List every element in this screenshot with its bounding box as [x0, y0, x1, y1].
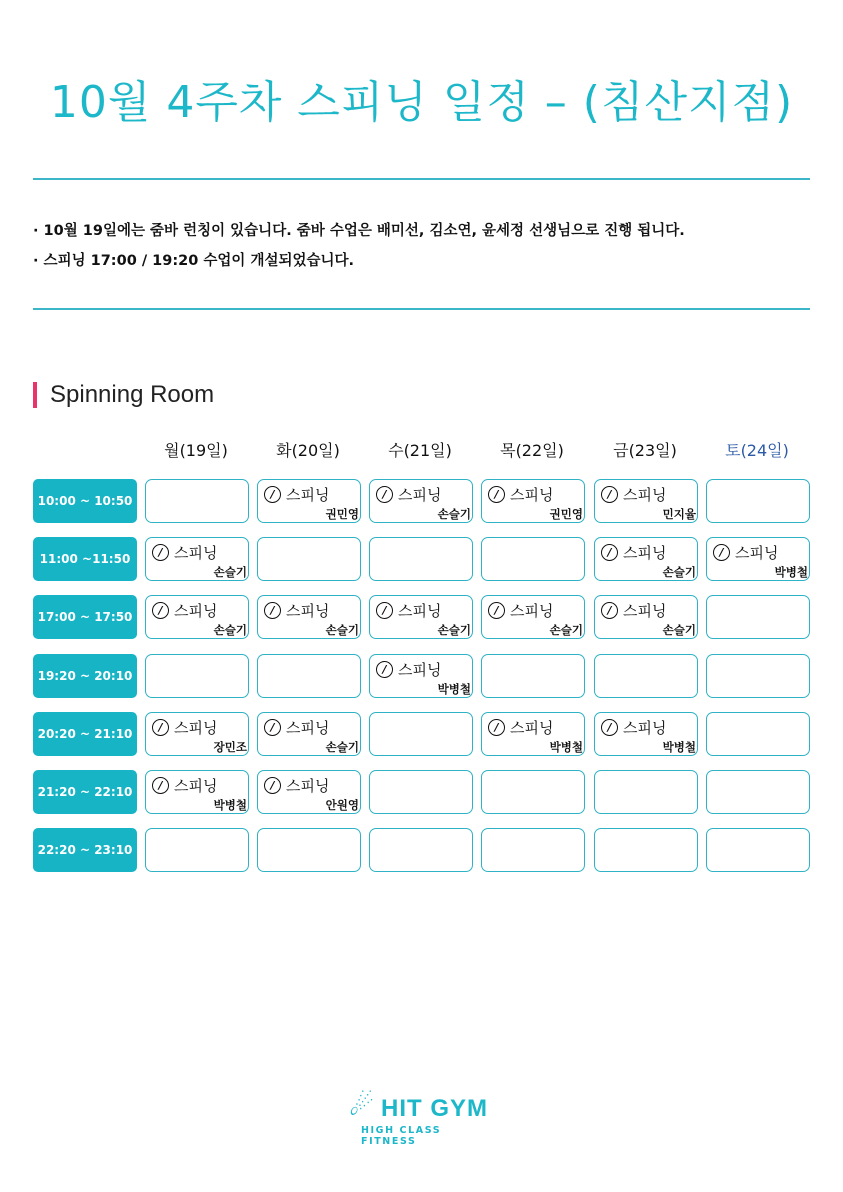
class-name: 스피닝 [398, 660, 442, 679]
instructor-name: 손슬기 [662, 565, 696, 579]
instructor-name: 박병철 [662, 740, 696, 754]
logo-brand: HIT GYM [381, 1095, 488, 1122]
spinning-class-icon: / [601, 602, 618, 619]
class-slot[interactable] [594, 712, 698, 756]
class-label [488, 599, 553, 621]
class-name: 스피닝 [623, 543, 667, 562]
time-slot-label: 17:00 ~ 17:50 [33, 595, 137, 639]
empty-slot [594, 770, 698, 814]
spinning-class-icon: / [264, 486, 281, 503]
class-slot[interactable] [369, 595, 473, 639]
class-label [601, 716, 666, 738]
day-header: 월(19일) [164, 441, 228, 460]
class-label [488, 716, 553, 738]
spinning-class-icon: / [264, 777, 281, 794]
section-header [33, 380, 214, 410]
empty-slot [706, 595, 810, 639]
spinning-class-icon: / [152, 602, 169, 619]
instructor-name: 손슬기 [325, 740, 359, 754]
class-label [376, 658, 441, 680]
class-label [264, 599, 329, 621]
instructor-name: 손슬기 [437, 623, 471, 637]
class-slot[interactable] [594, 479, 698, 523]
instructor-name: 박병철 [774, 565, 808, 579]
class-label [376, 599, 441, 621]
instructor-name: 안원영 [325, 798, 359, 812]
class-name: 스피닝 [510, 485, 554, 504]
empty-slot [706, 654, 810, 698]
class-slot[interactable] [257, 770, 361, 814]
section-accent-bar [33, 382, 37, 408]
class-name: 스피닝 [286, 485, 330, 504]
class-slot[interactable] [257, 479, 361, 523]
spinning-class-icon: / [601, 486, 618, 503]
page-title: 10월 4주차 스피닝 일정 – (침산지점) [49, 77, 794, 128]
class-name: 스피닝 [398, 485, 442, 504]
class-label [601, 599, 666, 621]
time-slot-label: 10:00 ~ 10:50 [33, 479, 137, 523]
class-slot[interactable] [594, 537, 698, 581]
class-slot[interactable] [257, 712, 361, 756]
spinning-class-icon: / [152, 544, 169, 561]
class-label [152, 774, 217, 796]
class-name: 스피닝 [510, 718, 554, 737]
class-name: 스피닝 [286, 601, 330, 620]
instructor-name: 박병철 [213, 798, 247, 812]
empty-slot [706, 479, 810, 523]
class-slot[interactable] [369, 479, 473, 523]
spinning-class-icon: / [376, 486, 393, 503]
class-name: 스피닝 [286, 718, 330, 737]
class-name: 스피닝 [286, 776, 330, 795]
spinning-class-icon: / [264, 719, 281, 736]
time-slot-label: 21:20 ~ 22:10 [33, 770, 137, 814]
time-slot-label: 11:00 ~11:50 [33, 537, 137, 581]
class-label [264, 483, 329, 505]
instructor-name: 손슬기 [213, 623, 247, 637]
day-header: 화(20일) [276, 441, 340, 460]
empty-slot [594, 654, 698, 698]
class-slot[interactable] [145, 770, 249, 814]
class-label [264, 774, 329, 796]
class-name: 스피닝 [623, 718, 667, 737]
class-name: 스피닝 [510, 601, 554, 620]
class-label [601, 541, 666, 563]
class-label [152, 599, 217, 621]
spinning-class-icon: / [152, 719, 169, 736]
class-name: 스피닝 [623, 601, 667, 620]
day-header: 금(23일) [613, 441, 677, 460]
class-slot[interactable] [145, 537, 249, 581]
class-slot[interactable] [481, 712, 585, 756]
notice-list [33, 216, 813, 276]
class-slot[interactable] [369, 654, 473, 698]
class-name: 스피닝 [398, 601, 442, 620]
instructor-name: 권민영 [325, 507, 359, 521]
day-header: 수(21일) [388, 441, 452, 460]
empty-slot [257, 828, 361, 872]
class-slot[interactable] [145, 712, 249, 756]
class-name: 스피닝 [174, 776, 218, 795]
spinning-class-icon: / [713, 544, 730, 561]
time-slot-label: 19:20 ~ 20:10 [33, 654, 137, 698]
instructor-name: 손슬기 [437, 507, 471, 521]
empty-slot [369, 828, 473, 872]
hitgym-logo [349, 1089, 499, 1147]
divider-bottom [33, 308, 810, 310]
class-label [601, 483, 666, 505]
day-header: 토(24일) [725, 441, 789, 460]
instructor-name: 민지율 [662, 507, 696, 521]
spinning-class-icon: / [264, 602, 281, 619]
empty-slot [481, 537, 585, 581]
class-name: 스피닝 [623, 485, 667, 504]
class-label [264, 716, 329, 738]
class-label [488, 483, 553, 505]
empty-slot [481, 770, 585, 814]
class-slot[interactable] [594, 595, 698, 639]
class-slot[interactable] [257, 595, 361, 639]
spinning-class-icon: / [488, 486, 505, 503]
spinning-class-icon: / [601, 719, 618, 736]
empty-slot [257, 654, 361, 698]
spinning-class-icon: / [376, 602, 393, 619]
empty-slot [145, 479, 249, 523]
empty-slot [257, 537, 361, 581]
class-label [152, 541, 217, 563]
empty-slot [481, 828, 585, 872]
spinning-class-icon: / [488, 602, 505, 619]
class-label [713, 541, 778, 563]
empty-slot [369, 770, 473, 814]
class-slot[interactable] [481, 595, 585, 639]
notice-item: · 스피닝 17:00 / 19:20 수업이 개설되었습니다. [33, 253, 355, 269]
day-header: 목(22일) [500, 441, 564, 460]
spinning-class-icon: / [488, 719, 505, 736]
class-label [152, 716, 217, 738]
class-slot[interactable] [481, 479, 585, 523]
spinning-class-icon: / [601, 544, 618, 561]
runner-logo-icon: ☄ [349, 1089, 375, 1122]
instructor-name: 장민조 [213, 740, 247, 754]
spinning-class-icon: / [376, 661, 393, 678]
instructor-name: 손슬기 [325, 623, 359, 637]
empty-slot [706, 712, 810, 756]
logo-tagline: HIGH CLASS FITNESS [361, 1125, 442, 1147]
spinning-class-icon: / [152, 777, 169, 794]
instructor-name: 손슬기 [549, 623, 583, 637]
empty-slot [369, 537, 473, 581]
empty-slot [706, 770, 810, 814]
instructor-name: 손슬기 [213, 565, 247, 579]
section-title: Spinning Room [50, 381, 215, 408]
empty-slot [145, 828, 249, 872]
class-name: 스피닝 [735, 543, 779, 562]
notice-item: · 10월 19일에는 줌바 런칭이 있습니다. 줌바 수업은 배미선, 김소연, 윤세정 선생님으로 진행 됩니다. [33, 223, 685, 239]
time-slot-label: 22:20 ~ 23:10 [33, 828, 137, 872]
class-name: 스피닝 [174, 718, 218, 737]
instructor-name: 손슬기 [662, 623, 696, 637]
empty-slot [706, 828, 810, 872]
instructor-name: 박병철 [549, 740, 583, 754]
time-slot-label: 20:20 ~ 21:10 [33, 712, 137, 756]
empty-slot [481, 654, 585, 698]
class-name: 스피닝 [174, 601, 218, 620]
class-label [376, 483, 441, 505]
divider-top [33, 178, 810, 180]
instructor-name: 박병철 [437, 682, 471, 696]
class-slot[interactable] [145, 595, 249, 639]
class-name: 스피닝 [174, 543, 218, 562]
class-slot[interactable] [706, 537, 810, 581]
instructor-name: 권민영 [549, 507, 583, 521]
empty-slot [594, 828, 698, 872]
empty-slot [145, 654, 249, 698]
empty-slot [369, 712, 473, 756]
